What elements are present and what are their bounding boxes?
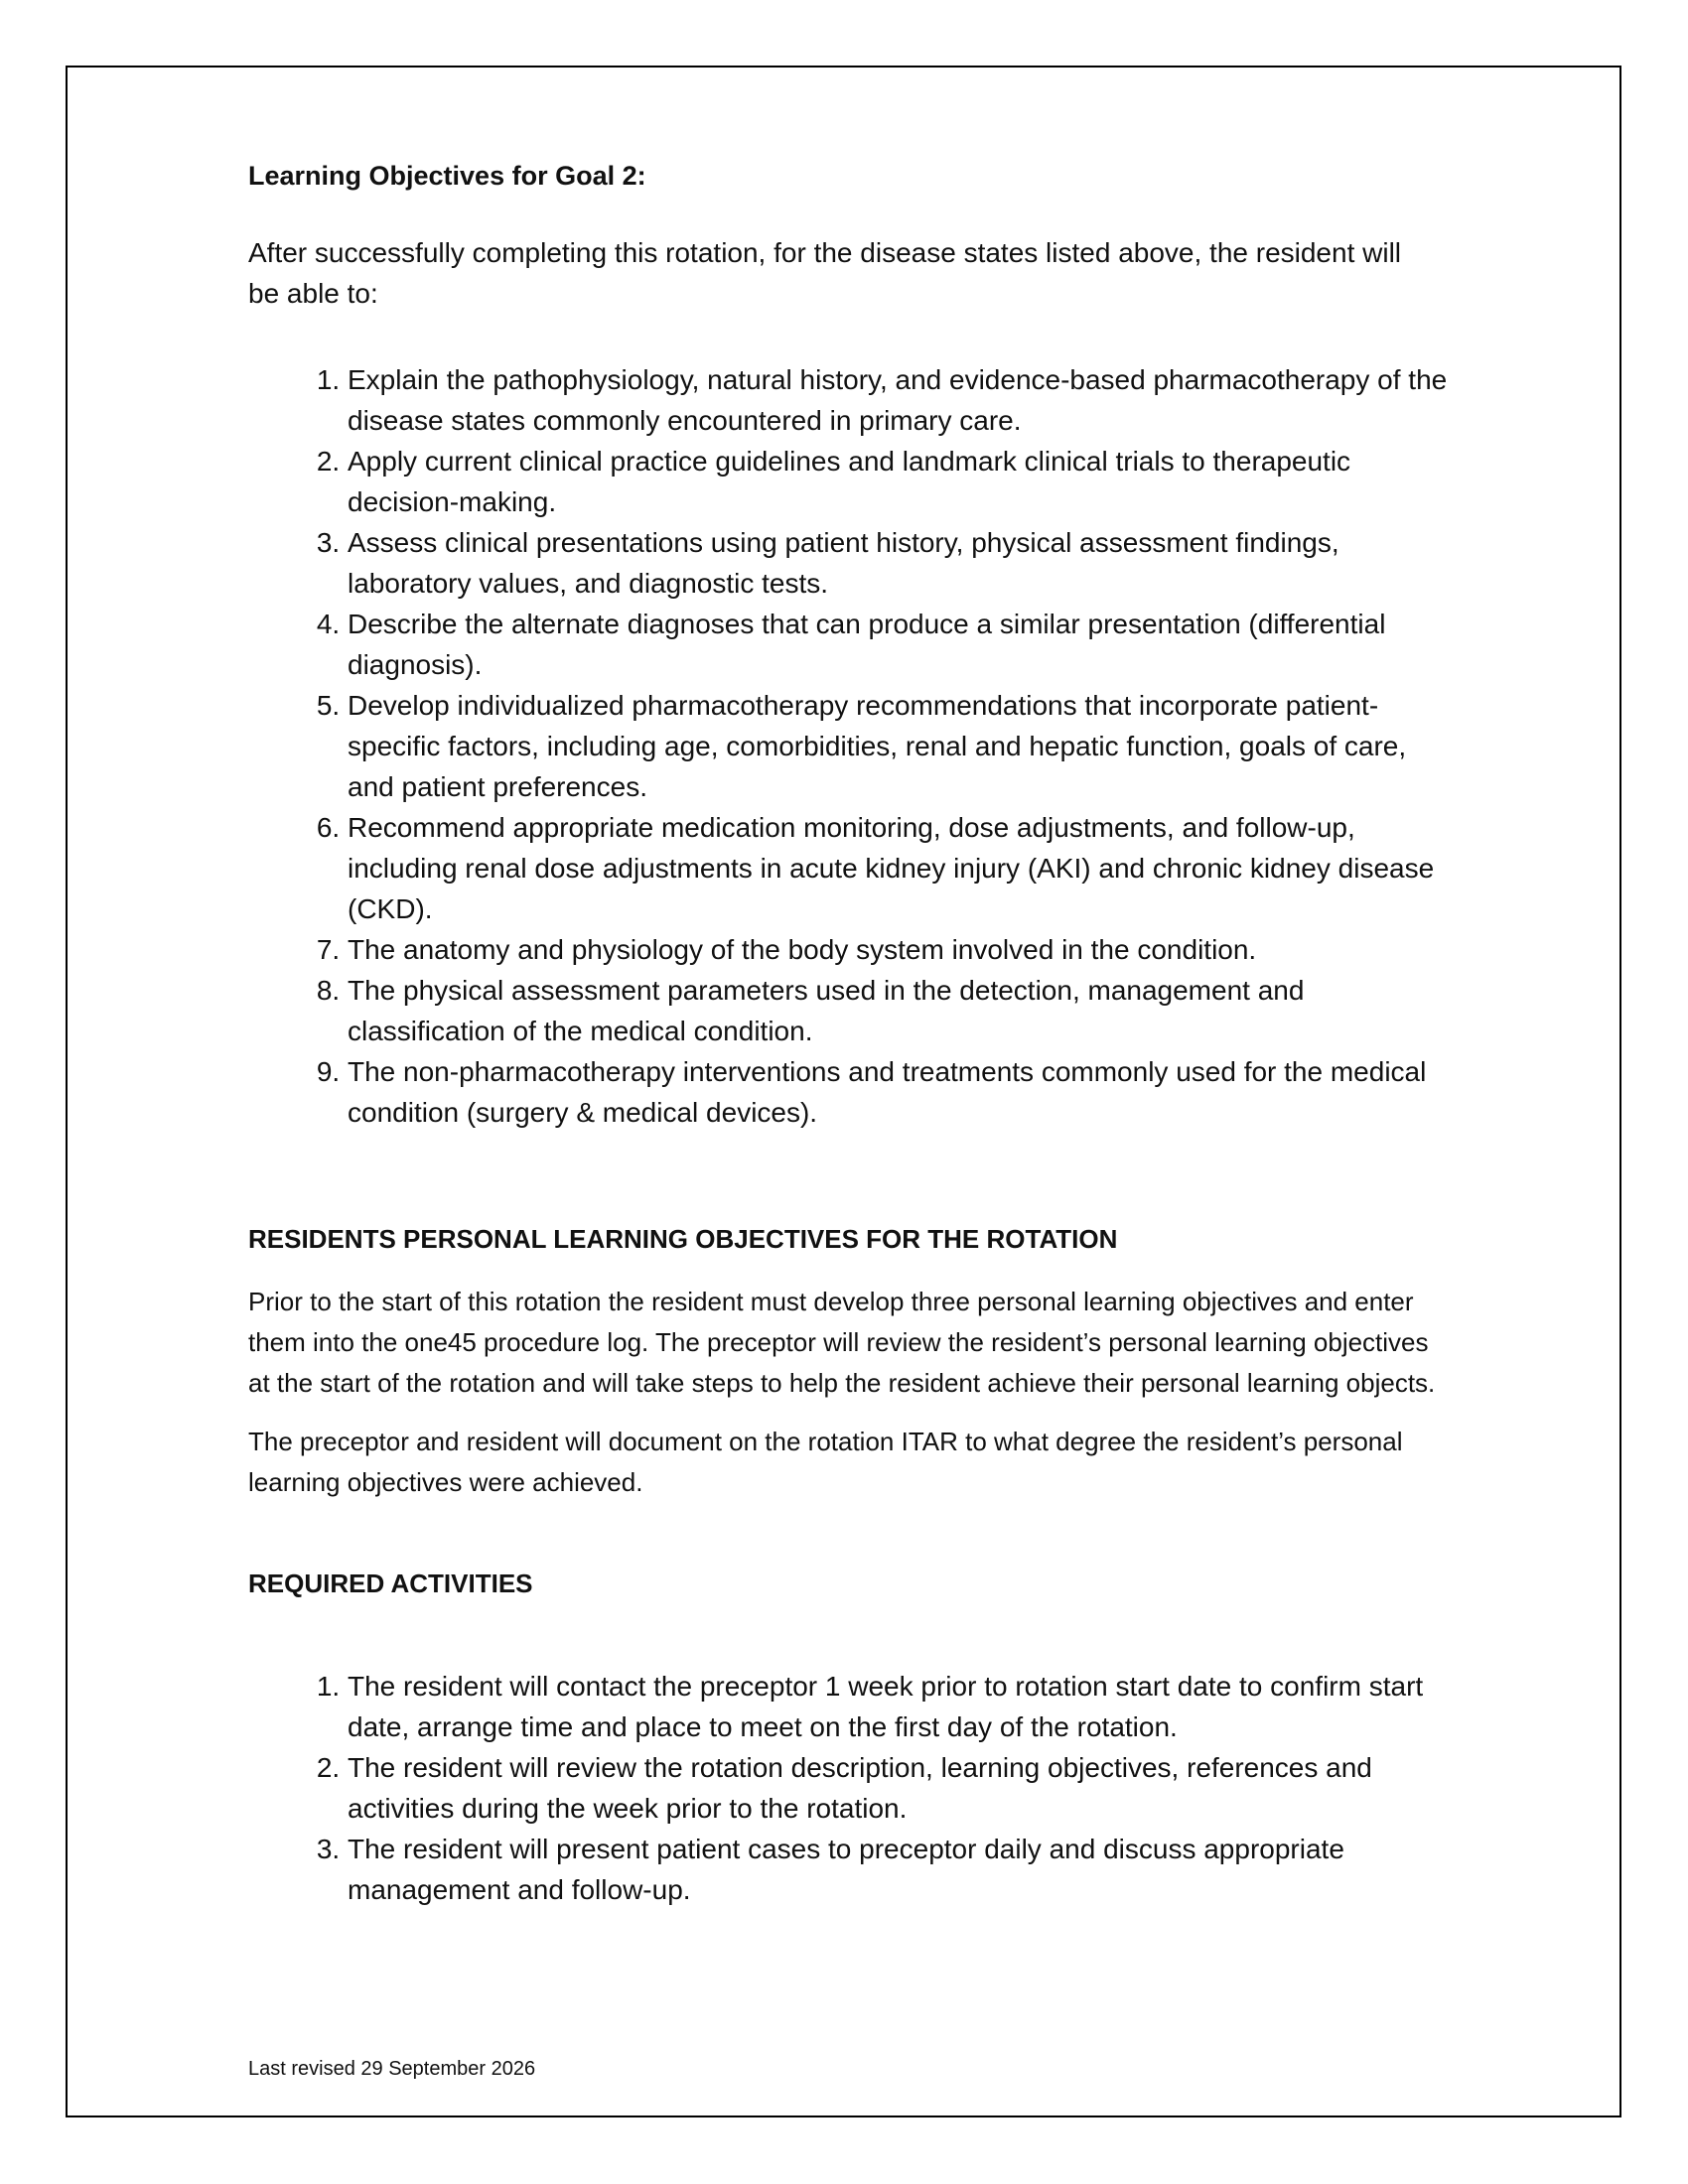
required-activities-heading: REQUIRED ACTIVITIES	[248, 1569, 533, 1598]
required-activities-list	[248, 1666, 1440, 1910]
objective-item: 1. Explain the pathophysiology, natural history, and evidence-based pharmacotherapy of the disease states commonly encountered in primary care.	[348, 359, 1450, 441]
objective-item: 4. Describe the alternate diagnoses that can produce a similar presentation (differential diagnosis).	[348, 604, 1450, 685]
personal-objectives-paragraph-1: Prior to the start of this rotation the resident must develop three personal learning objectives and enter them into the one45 procedure log. The preceptor will review the resident’s personal learning objectives at the start of the rotation and will take steps to help the resident achieve their personal learning objects.	[248, 1287, 1436, 1398]
objective-item: 6. Recommend appropriate medication monitoring, dose adjustments, and follow-up, including renal dose adjustments in acute kidney injury (AKI) and chronic kidney disease (CKD).	[348, 807, 1450, 929]
objective-item: 9. The non-pharmacotherapy interventions and treatments commonly used for the medical condition (surgery & medical devices).	[348, 1051, 1450, 1133]
objective-item: 2. Apply current clinical practice guidelines and landmark clinical trials to therapeutic decision-making.	[348, 441, 1450, 522]
objective-item: 5. Develop individualized pharmacotherapy recommendations that incorporate patient-specific factors, including age, comorbidities, renal and hepatic function, goals of care, and patient preferences.	[348, 685, 1450, 807]
activity-item: 3. The resident will present patient cases to preceptor daily and discuss appropriate management and follow-up.	[348, 1829, 1450, 1910]
last-revised-footer: Last revised 29 September 2026	[248, 2058, 536, 2080]
objective-item: 3. Assess clinical presentations using patient history, physical assessment findings, laboratory values, and diagnostic tests.	[348, 522, 1450, 604]
goal2-intro: After successfully completing this rotation, for the disease states listed above, the resident will be able to:	[248, 237, 1402, 309]
objective-item: 8. The physical assessment parameters used in the detection, management and classification of the medical condition.	[348, 970, 1450, 1051]
goal2-objectives-list	[248, 359, 1448, 1133]
activity-item: 1. The resident will contact the preceptor 1 week prior to rotation start date to confirm start date, arrange time and place to meet on the first day of the rotation.	[348, 1666, 1450, 1747]
personal-objectives-paragraph-2: The preceptor and resident will document on the rotation ITAR to what degree the resident’s personal learning objectives were achieved.	[248, 1427, 1403, 1497]
objective-item: 7. The anatomy and physiology of the body system involved in the condition.	[348, 929, 1450, 970]
goal2-heading: Learning Objectives for Goal 2:	[248, 161, 646, 191]
personal-objectives-heading: RESIDENTS PERSONAL LEARNING OBJECTIVES FOR THE ROTATION	[248, 1224, 1118, 1254]
activity-item: 2. The resident will review the rotation description, learning objectives, references and activities during the week prior to the rotation.	[348, 1747, 1450, 1829]
document-body	[248, 159, 1448, 1910]
